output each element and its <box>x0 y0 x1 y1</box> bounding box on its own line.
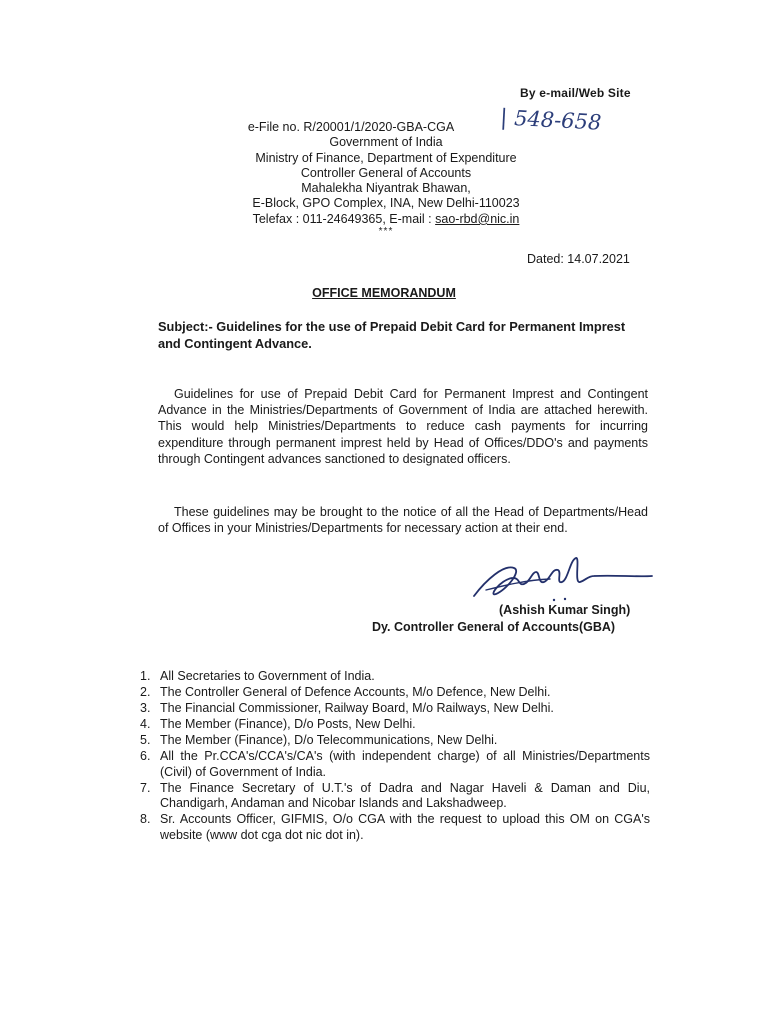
list-item: 4. The Member (Finance), D/o Posts, New Delhi. <box>140 716 416 731</box>
subject: Subject:- Guidelines for the use of Prepaid Debit Card for Permanent Imprest and Contingent Advance. <box>158 319 626 351</box>
file-number: e-File no. R/20001/1/2020-GBA-CGA <box>247 120 455 134</box>
signature-icon <box>466 550 656 608</box>
contact-prefix: Telefax : 011-24649365, E-mail : <box>252 211 436 226</box>
office-line: Controller General of Accounts <box>300 165 472 180</box>
email-link[interactable]: sao-rbd@nic.in <box>435 211 520 226</box>
government-line: Government of India <box>329 135 443 150</box>
date-line: Dated: 14.07.2021 <box>527 252 630 266</box>
list-item: 7. The Finance Secretary of U.T.'s of Dadra and Nagar Haveli & Daman and Diu, Chandigarh, Andaman and Nicobar Islands and Lakshadweep. <box>140 780 650 811</box>
signatory-name: (Ashish Kumar Singh) <box>499 603 631 617</box>
ministry-line: Ministry of Finance, Department of Expenditure <box>255 150 517 165</box>
contact-line <box>200 212 572 227</box>
paragraph-1: Guidelines for use of Prepaid Debit Card for Permanent Imprest and Contingent Advance in the Ministries/Departments of Government of India are attached herewith. This would help Ministries/Departments to reduce cash payments for incurring expenditure through permanent imprest held by Head of Offices/DDO's and payments through Contingent advances sanctioned to designated officers. <box>158 387 648 466</box>
handwritten-file-number: | 548-658 <box>499 105 602 135</box>
list-item: 6. All the Pr.CCA's/CCA's/CA's (with independent charge) of all Ministries/Departments (Civil) of Government of India. <box>140 748 650 779</box>
list-item: 5. The Member (Finance), D/o Telecommunications, New Delhi. <box>140 732 498 747</box>
building-line: Mahalekha Niyantrak Bhawan, <box>301 181 471 196</box>
list-item: 3. The Financial Commissioner, Railway Board, M/o Railways, New Delhi. <box>140 700 554 715</box>
list-item: 2. The Controller General of Defence Accounts, M/o Defence, New Delhi. <box>140 684 551 699</box>
delivery-mode: By e-mail/Web Site <box>520 86 631 100</box>
address-line: E-Block, GPO Complex, INA, New Delhi-110023 <box>252 196 520 211</box>
list-item: 8. Sr. Accounts Officer, GIFMIS, O/o CGA with the request to upload this OM on CGA's website (www dot cga dot nic dot in). <box>140 812 650 842</box>
letterhead <box>200 120 572 237</box>
distribution-list <box>140 669 650 844</box>
list-item: 1. All Secretaries to Government of India. <box>140 669 375 683</box>
paragraph-2: These guidelines may be brought to the notice of all the Head of Departments/Head of Offices in your Ministries/Departments for necessary action at their end. <box>158 505 648 536</box>
separator-stars: *** <box>378 226 394 238</box>
signatory-designation: Dy. Controller General of Accounts(GBA) <box>372 620 616 634</box>
handwritten-number-text: 548-658 <box>513 106 602 135</box>
memo-title: OFFICE MEMORANDUM <box>312 286 456 300</box>
